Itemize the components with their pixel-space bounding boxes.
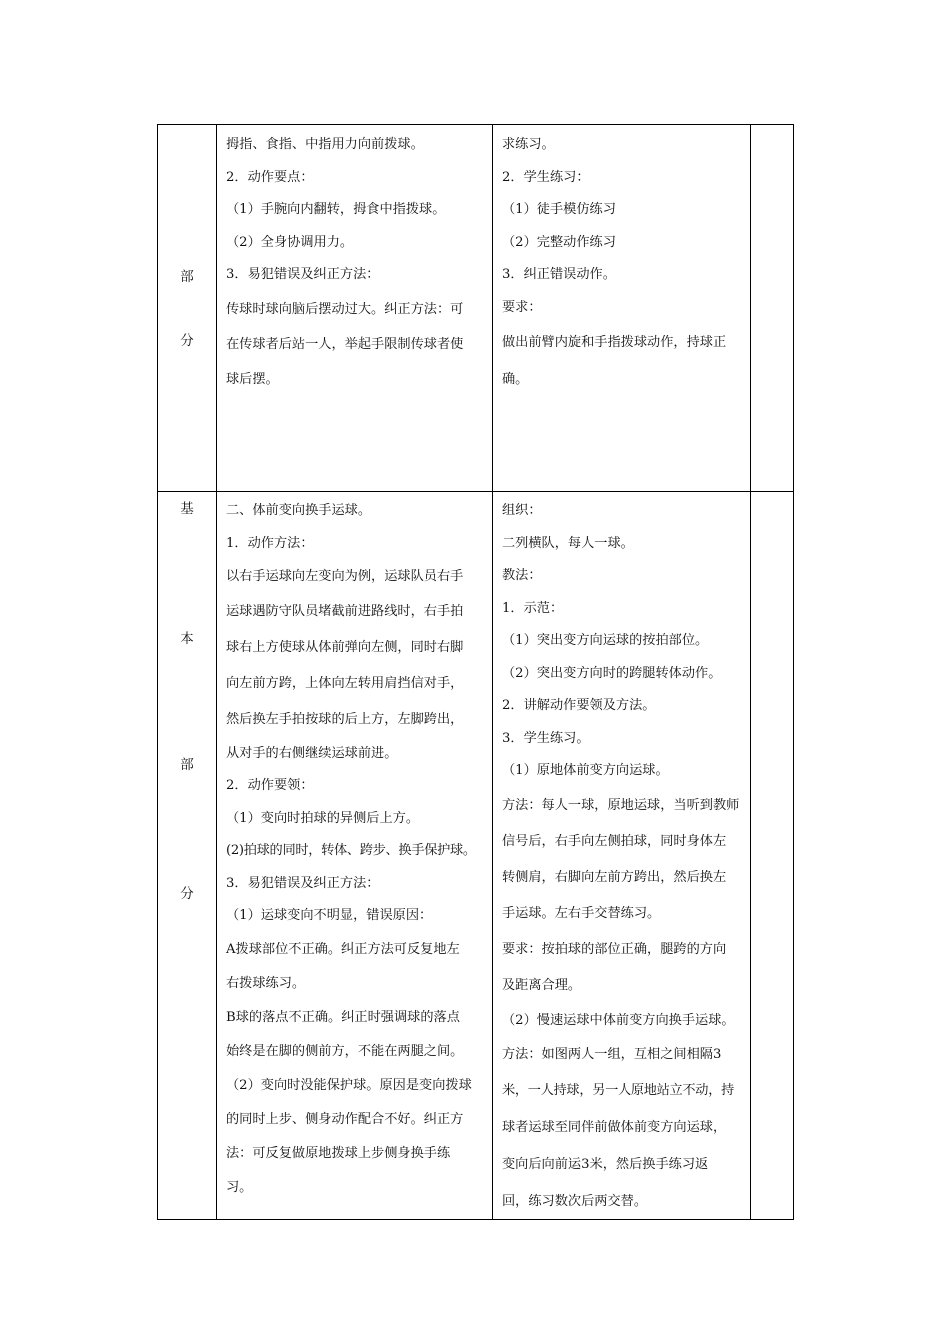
content-line: （1）变向时拍球的异侧后上方。 <box>226 810 420 826</box>
method-line: 组织： <box>502 503 542 518</box>
method-line: 二列横队，每人一球。 <box>502 535 634 551</box>
method-line: （1）徒手模仿练习 <box>502 202 616 217</box>
method-line: （2）完整动作练习 <box>502 234 616 250</box>
content-line: 3．易犯错误及纠正方法： <box>226 875 380 891</box>
content-line: A拨球部位不正确。纠正方法可反复地左 <box>226 941 460 957</box>
content-line: （2）变向时没能保护球。原因是变向拨球 <box>226 1077 472 1093</box>
content-line: 从对手的右侧继续运球前进。 <box>226 746 398 761</box>
method-line: 球者运球至同伴前做体前变方向运球， <box>502 1119 727 1135</box>
row-divider <box>158 491 793 492</box>
method-line: 3．纠正错误动作。 <box>502 267 616 282</box>
method-line: 回，练习数次后两交替。 <box>502 1193 648 1209</box>
method-line: 方法：如图两人一组，互相之间相隔3 <box>502 1046 722 1062</box>
column-divider <box>492 125 493 1219</box>
content-line: 习。 <box>226 1179 253 1195</box>
section-label-char: 基 <box>180 501 194 517</box>
content-line: 以右手运球向左变向为例，运球队员右手 <box>226 569 464 584</box>
content-line: 球后摆。 <box>226 371 279 387</box>
content-line: （1）手腕向内翻转，拇食中指拨球。 <box>226 202 446 217</box>
method-line: 变向后向前运3米，然后换手练习返 <box>502 1156 709 1172</box>
method-line: （2）突出变方向时的跨腿转体动作。 <box>502 665 722 681</box>
lesson-plan-table <box>157 124 794 1220</box>
method-line: 方法：每人一球，原地运球，当听到教师 <box>502 797 740 813</box>
organization-method-cell <box>502 129 746 398</box>
content-line: B球的落点不正确。纠正时强调球的落点 <box>226 1009 460 1025</box>
content-line: 2．动作要点： <box>226 169 314 185</box>
method-line: 求练习。 <box>502 137 555 152</box>
section-label-char: 部 <box>180 269 194 285</box>
content-line: 然后换左手拍按球的后上方，左脚跨出， <box>226 712 464 727</box>
content-line: 右拨球练习。 <box>226 975 306 991</box>
content-line: （2）全身协调用力。 <box>226 234 354 250</box>
teaching-content-cell <box>226 495 488 1205</box>
content-line: 二、体前变向换手运球。 <box>226 503 372 518</box>
content-line: 法：可反复做原地拨球上步侧身换手练 <box>226 1145 451 1161</box>
method-line: （1）原地体前变方向运球。 <box>502 763 669 778</box>
method-line: 转侧肩，右脚向左前方跨出，然后换左 <box>502 869 727 885</box>
section-label-char: 本 <box>180 631 194 647</box>
section-label-char: 部 <box>180 757 194 773</box>
content-line: 球右上方使球从体前弹向左侧，同时右脚 <box>226 640 464 655</box>
content-line: 的同时上步、侧身动作配合不好。纠正方 <box>226 1111 464 1127</box>
content-line: 拇指、食指、中指用力向前拨球。 <box>226 137 424 152</box>
method-line: （2）慢速运球中体前变方向换手运球。 <box>502 1012 735 1028</box>
method-line: 2．学生练习： <box>502 169 590 185</box>
method-line: 及距离合理。 <box>502 977 582 993</box>
content-line: 1．动作方法： <box>226 535 314 551</box>
method-line: 1．示范： <box>502 600 564 616</box>
method-line: 手运球。左右手交替练习。 <box>502 905 661 921</box>
section-label-char: 分 <box>180 333 194 349</box>
method-line: 信号后，右手向左侧拍球，同时身体左 <box>502 833 727 849</box>
content-line: 运球遇防守队员堵截前进路线时，右手拍 <box>226 604 464 619</box>
method-line: 要求：按拍球的部位正确，腿跨的方向 <box>502 941 727 957</box>
organization-method-cell <box>502 495 746 1220</box>
content-line: (2)拍球的同时，转体、跨步、换手保护球。 <box>226 843 476 858</box>
method-line: 2．讲解动作要领及方法。 <box>502 698 656 713</box>
content-line: 始终是在脚的侧前方，不能在两腿之间。 <box>226 1043 464 1059</box>
column-divider <box>216 125 217 1219</box>
method-line: 3．学生练习。 <box>502 730 590 746</box>
method-line: 要求： <box>502 299 542 315</box>
content-line: 2．动作要领： <box>226 778 314 793</box>
content-line: 向左前方跨，上体向左转用肩挡信对手， <box>226 676 464 691</box>
content-line: 传球时球向脑后摆动过大。纠正方法：可 <box>226 301 464 317</box>
content-line: （1）运球变向不明显，错误原因： <box>226 908 433 923</box>
teaching-content-cell <box>226 129 488 397</box>
method-line: 米，一人持球，另一人原地站立不动，持 <box>502 1082 734 1098</box>
section-label-char: 分 <box>180 886 194 902</box>
method-line: 确。 <box>502 372 529 387</box>
method-line: 做出前臂内旋和手指拨球动作，持球正 <box>502 335 727 350</box>
column-divider <box>750 125 751 1219</box>
content-line: 在传球者后站一人，举起手限制传球者使 <box>226 336 464 352</box>
method-line: （1）突出变方向运球的按拍部位。 <box>502 633 709 648</box>
content-line: 3．易犯错误及纠正方法： <box>226 267 380 282</box>
method-line: 教法： <box>502 568 542 583</box>
